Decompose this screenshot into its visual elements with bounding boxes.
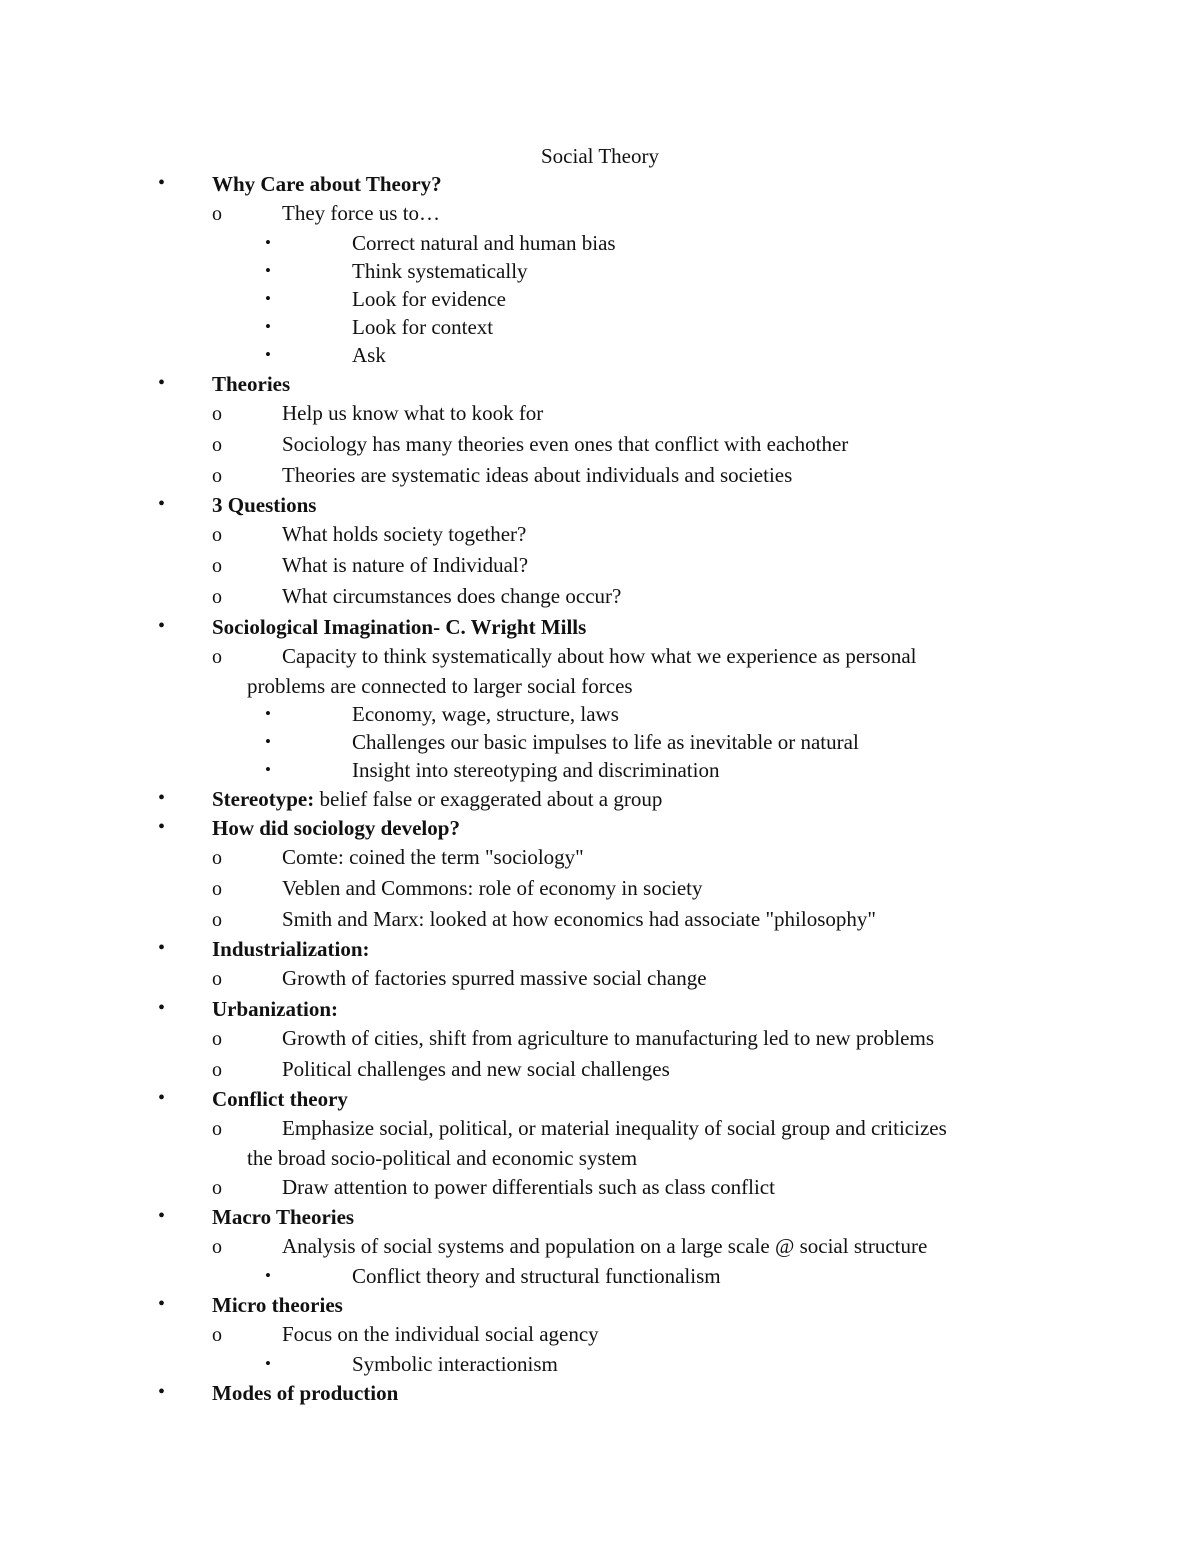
- list-item: Theories are systematic ideas about individuals and societies: [282, 463, 793, 487]
- section-heading: Micro theories: [212, 1293, 343, 1317]
- list-item: Challenges our basic impulses to life as inevitable or natural: [352, 730, 859, 754]
- bullet-icon: •: [265, 1354, 271, 1373]
- bullet-icon: •: [265, 760, 271, 779]
- list-item: What holds society together?: [282, 522, 527, 546]
- bullet-icon: •: [158, 172, 166, 194]
- circle-bullet-icon: o: [212, 1118, 222, 1140]
- list-item: What circumstances does change occur?: [282, 584, 622, 608]
- list-item: Correct natural and human bias: [352, 231, 616, 255]
- section-heading: Sociological Imagination- C. Wright Mills: [212, 615, 587, 639]
- bullet-icon: •: [158, 1381, 166, 1403]
- section-heading: Modes of production: [212, 1381, 399, 1405]
- section-heading: Why Care about Theory?: [212, 172, 442, 196]
- circle-bullet-icon: o: [212, 909, 222, 931]
- bullet-icon: •: [265, 704, 271, 723]
- list-item: Insight into stereotyping and discrimination: [352, 758, 720, 782]
- section-heading: Industrialization:: [212, 937, 370, 961]
- section-heading: Urbanization:: [212, 997, 338, 1021]
- circle-bullet-icon: o: [212, 465, 222, 487]
- bullet-icon: •: [158, 1293, 166, 1315]
- list-item: Conflict theory and structural functionalism: [352, 1264, 721, 1288]
- circle-bullet-icon: o: [212, 646, 222, 668]
- list-item-continuation: problems are connected to larger social forces: [247, 674, 633, 698]
- section-heading: Theories: [212, 372, 291, 396]
- list-item: Economy, wage, structure, laws: [352, 702, 619, 726]
- list-item: Political challenges and new social challenges: [282, 1057, 670, 1081]
- bullet-icon: •: [158, 493, 166, 515]
- bullet-icon: •: [265, 345, 271, 364]
- list-item: Smith and Marx: looked at how economics had associate "philosophy": [282, 907, 876, 931]
- section-heading: Conflict theory: [212, 1087, 348, 1111]
- bullet-icon: •: [158, 997, 166, 1019]
- page-title: Social Theory: [540, 144, 659, 168]
- list-item: Draw attention to power differentials such as class conflict: [282, 1175, 775, 1199]
- circle-bullet-icon: o: [212, 586, 222, 608]
- list-item: Veblen and Commons: role of economy in society: [282, 876, 703, 900]
- circle-bullet-icon: o: [212, 403, 222, 425]
- circle-bullet-icon: o: [212, 1028, 222, 1050]
- section-heading: How did sociology develop?: [212, 816, 460, 840]
- bullet-icon: •: [265, 732, 271, 751]
- definition-line: [212, 785, 662, 813]
- list-item-continuation: the broad socio-political and economic system: [247, 1146, 638, 1170]
- bullet-icon: •: [158, 1205, 166, 1227]
- bullet-icon: •: [265, 261, 271, 280]
- bullet-icon: •: [158, 937, 166, 959]
- bullet-icon: •: [158, 1087, 166, 1109]
- list-item: Focus on the individual social agency: [282, 1322, 599, 1346]
- term-label: Stereotype:: [212, 787, 315, 811]
- bullet-icon: •: [158, 816, 166, 838]
- section-heading: Macro Theories: [212, 1205, 355, 1229]
- list-item: Look for evidence: [352, 287, 506, 311]
- section-heading: 3 Questions: [212, 493, 317, 517]
- circle-bullet-icon: o: [212, 1177, 222, 1199]
- bullet-icon: •: [265, 1266, 271, 1285]
- list-item: Comte: coined the term "sociology": [282, 845, 584, 869]
- list-item: They force us to…: [282, 201, 441, 225]
- list-item: Analysis of social systems and population on a large scale @ social structure: [282, 1234, 928, 1258]
- list-item: Growth of factories spurred massive social change: [282, 966, 707, 990]
- list-item: Think systematically: [352, 259, 528, 283]
- list-item: Emphasize social, political, or material inequality of social group and criticizes: [282, 1116, 947, 1140]
- term-definition: belief false or exaggerated about a group: [314, 787, 663, 811]
- bullet-icon: •: [265, 317, 271, 336]
- circle-bullet-icon: o: [212, 434, 222, 456]
- list-item: Growth of cities, shift from agriculture to manufacturing led to new problems: [282, 1026, 934, 1050]
- bullet-icon: •: [158, 615, 166, 637]
- circle-bullet-icon: o: [212, 1059, 222, 1081]
- circle-bullet-icon: o: [212, 1324, 222, 1346]
- list-item: Ask: [352, 343, 386, 367]
- list-item: Symbolic interactionism: [352, 1352, 558, 1376]
- circle-bullet-icon: o: [212, 203, 222, 225]
- circle-bullet-icon: o: [212, 847, 222, 869]
- list-item: What is nature of Individual?: [282, 553, 529, 577]
- bullet-icon: •: [265, 289, 271, 308]
- list-item: Capacity to think systematically about how what we experience as personal: [282, 644, 917, 668]
- bullet-icon: •: [265, 233, 271, 252]
- bullet-icon: •: [158, 787, 166, 809]
- circle-bullet-icon: o: [212, 878, 222, 900]
- list-item: Look for context: [352, 315, 494, 339]
- list-item: Help us know what to kook for: [282, 401, 544, 425]
- circle-bullet-icon: o: [212, 968, 222, 990]
- bullet-icon: •: [158, 372, 166, 394]
- circle-bullet-icon: o: [212, 555, 222, 577]
- circle-bullet-icon: o: [212, 524, 222, 546]
- circle-bullet-icon: o: [212, 1236, 222, 1258]
- list-item: Sociology has many theories even ones that conflict with eachother: [282, 432, 849, 456]
